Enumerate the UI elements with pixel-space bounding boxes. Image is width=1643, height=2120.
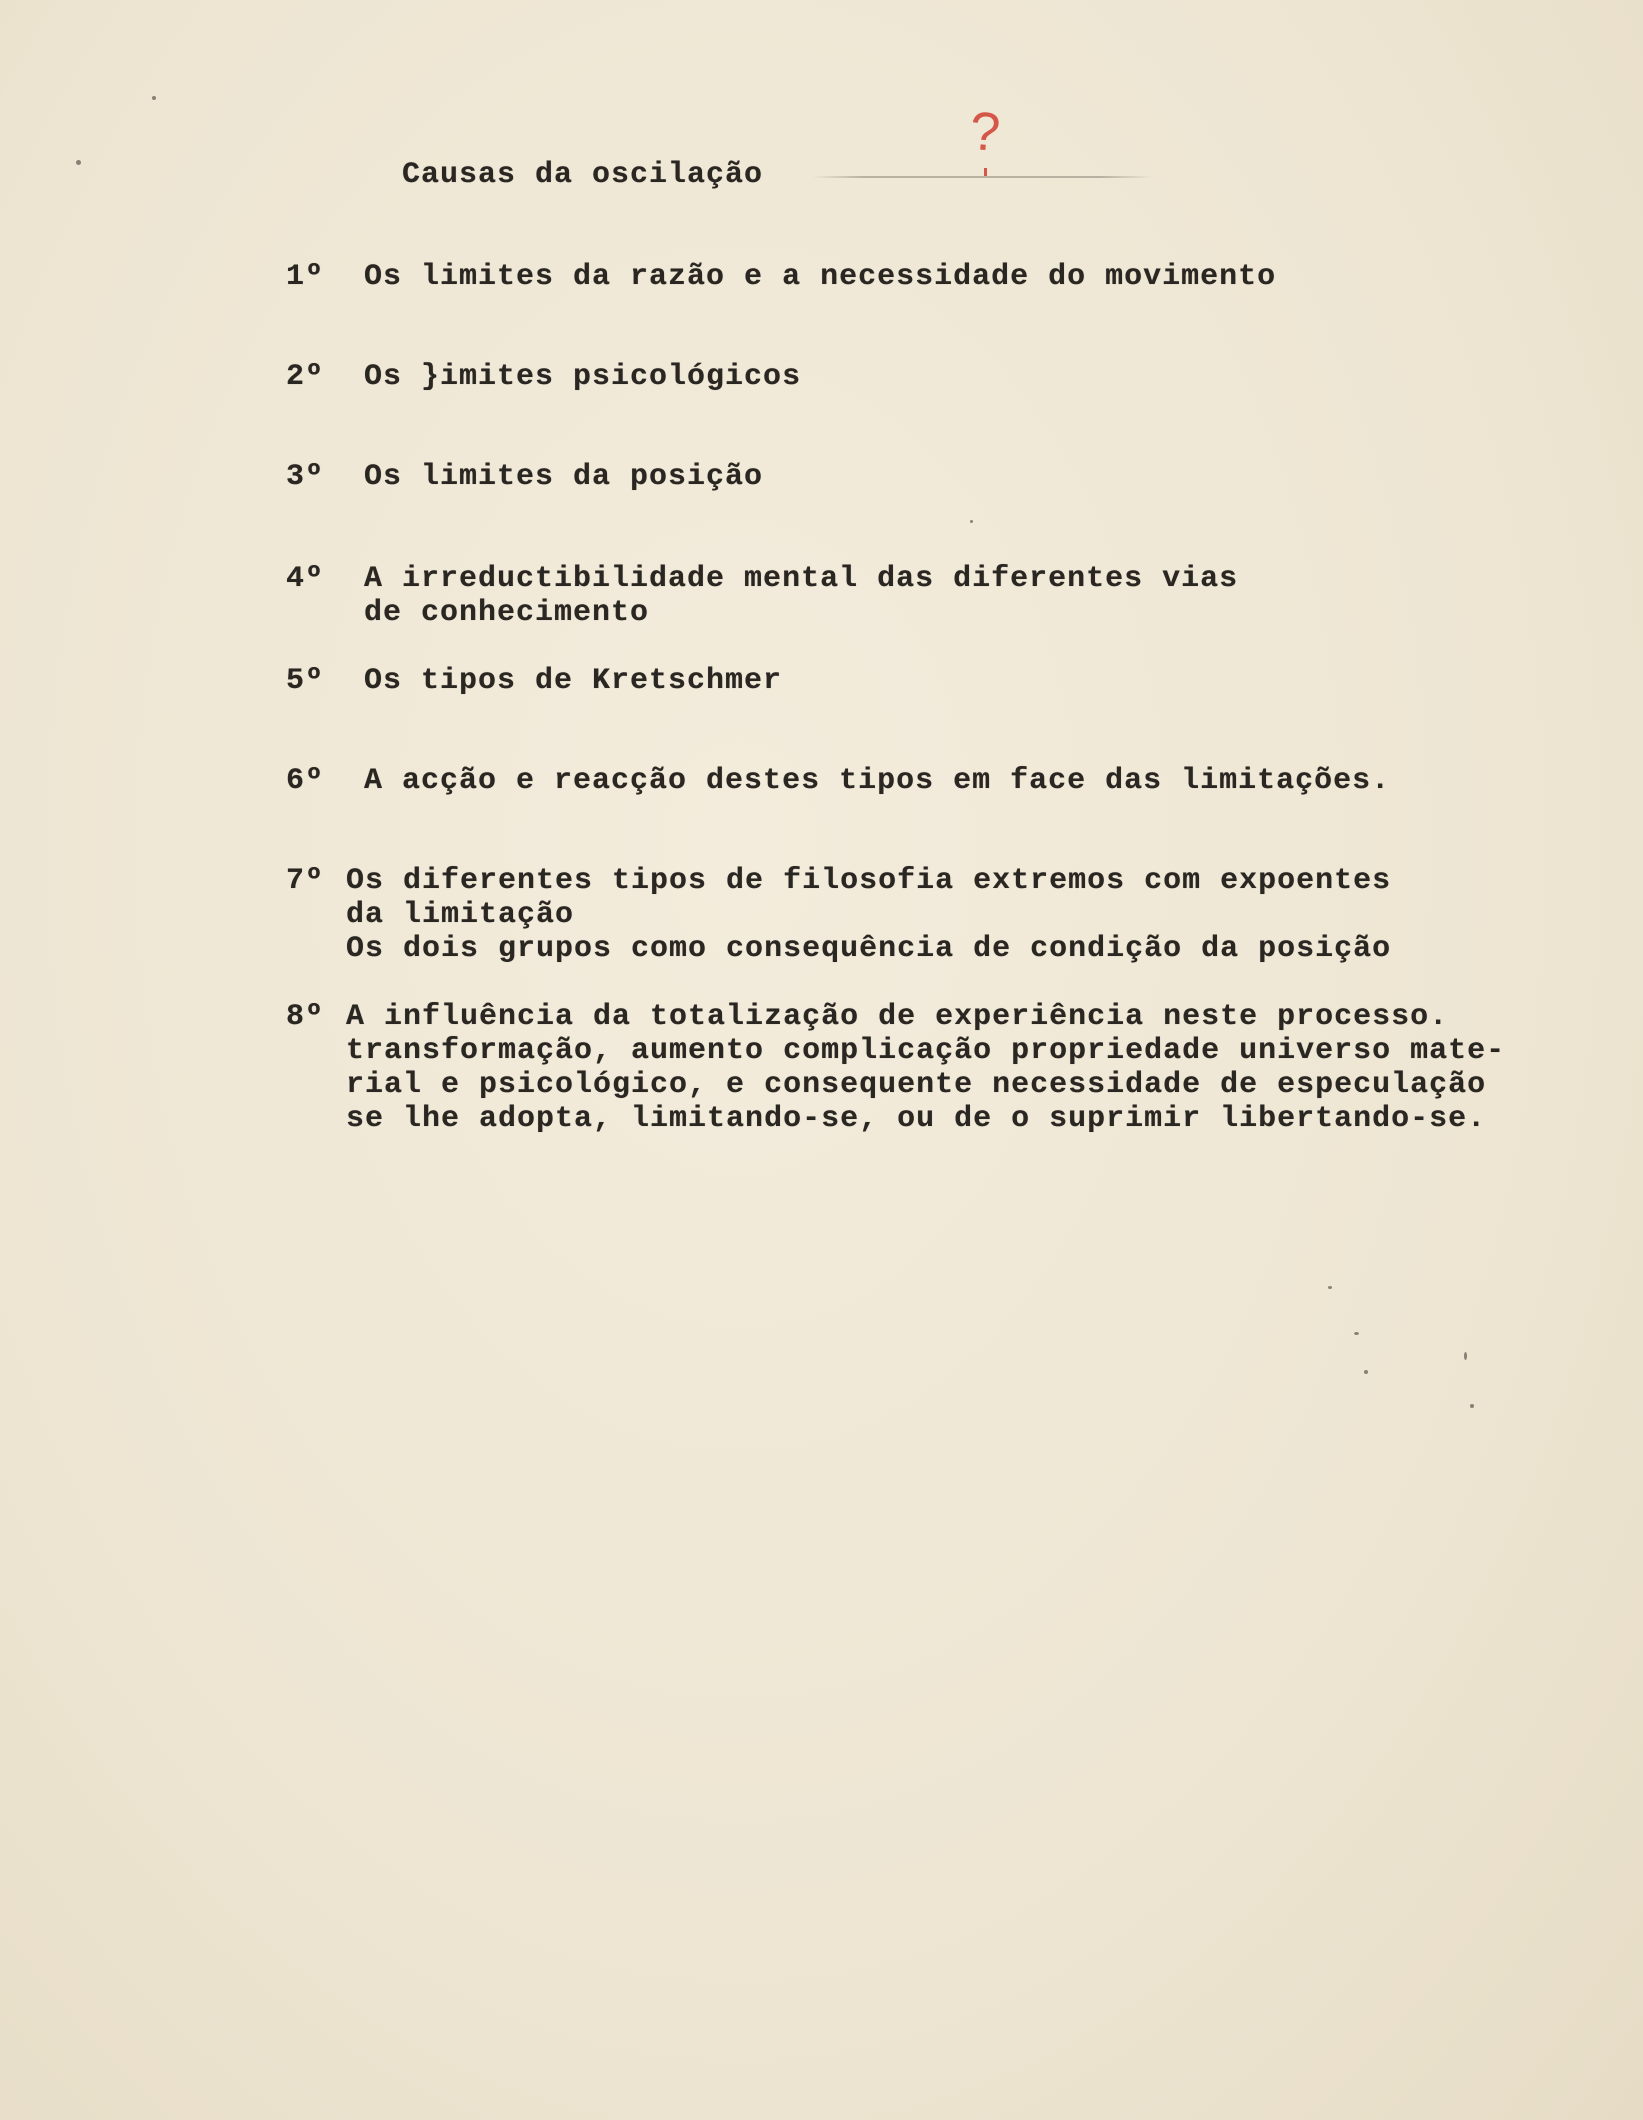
item-line: da limitação xyxy=(346,898,575,932)
paper-speck xyxy=(1328,1286,1332,1289)
item-line: Os dois grupos como consequência de condição da posição xyxy=(346,932,1392,966)
item-line: Os }imites psicológicos xyxy=(364,360,802,394)
paper-speck xyxy=(76,160,81,165)
item-number: 6º xyxy=(286,764,325,798)
item-line: A irreductibilidade mental das diferentes vias xyxy=(364,562,1239,596)
item-number: 4º xyxy=(286,562,325,596)
paper-speck xyxy=(1354,1332,1359,1335)
item-number: 2º xyxy=(286,360,325,394)
item-line: Os diferentes tipos de filosofia extremos com expoentes xyxy=(346,864,1392,898)
item-line: rial e psicológico, e consequente necessidade de especulação xyxy=(346,1068,1487,1102)
paper-speck xyxy=(1470,1404,1474,1408)
item-line: se lhe adopta, limitando-se, ou de o suprimir libertando-se. xyxy=(346,1102,1487,1136)
title-underline-mark xyxy=(812,176,1152,178)
paper-speck xyxy=(970,520,973,523)
item-number: 8º xyxy=(286,1000,325,1034)
page-title: Causas da oscilação xyxy=(402,158,764,192)
item-number: 5º xyxy=(286,664,325,698)
margin-mark-dot xyxy=(984,168,987,176)
paper-speck xyxy=(152,96,156,100)
item-line: Os limites da posição xyxy=(364,460,764,494)
item-number: 1º xyxy=(286,260,325,294)
paper-speck xyxy=(1464,1352,1467,1360)
item-line: de conhecimento xyxy=(364,596,650,630)
margin-question-mark: ? xyxy=(967,101,1003,163)
item-number: 7º xyxy=(286,864,325,898)
item-number: 3º xyxy=(286,460,325,494)
item-line: Os limites da razão e a necessidade do movimento xyxy=(364,260,1277,294)
item-line: A acção e reacção destes tipos em face das limitações. xyxy=(364,764,1391,798)
paper-speck xyxy=(1364,1370,1368,1374)
item-line: A influência da totalização de experiência neste processo. xyxy=(346,1000,1449,1034)
item-line: Os tipos de Kretschmer xyxy=(364,664,783,698)
item-line: transformação, aumento complicação propriedade universo mate- xyxy=(346,1034,1506,1068)
